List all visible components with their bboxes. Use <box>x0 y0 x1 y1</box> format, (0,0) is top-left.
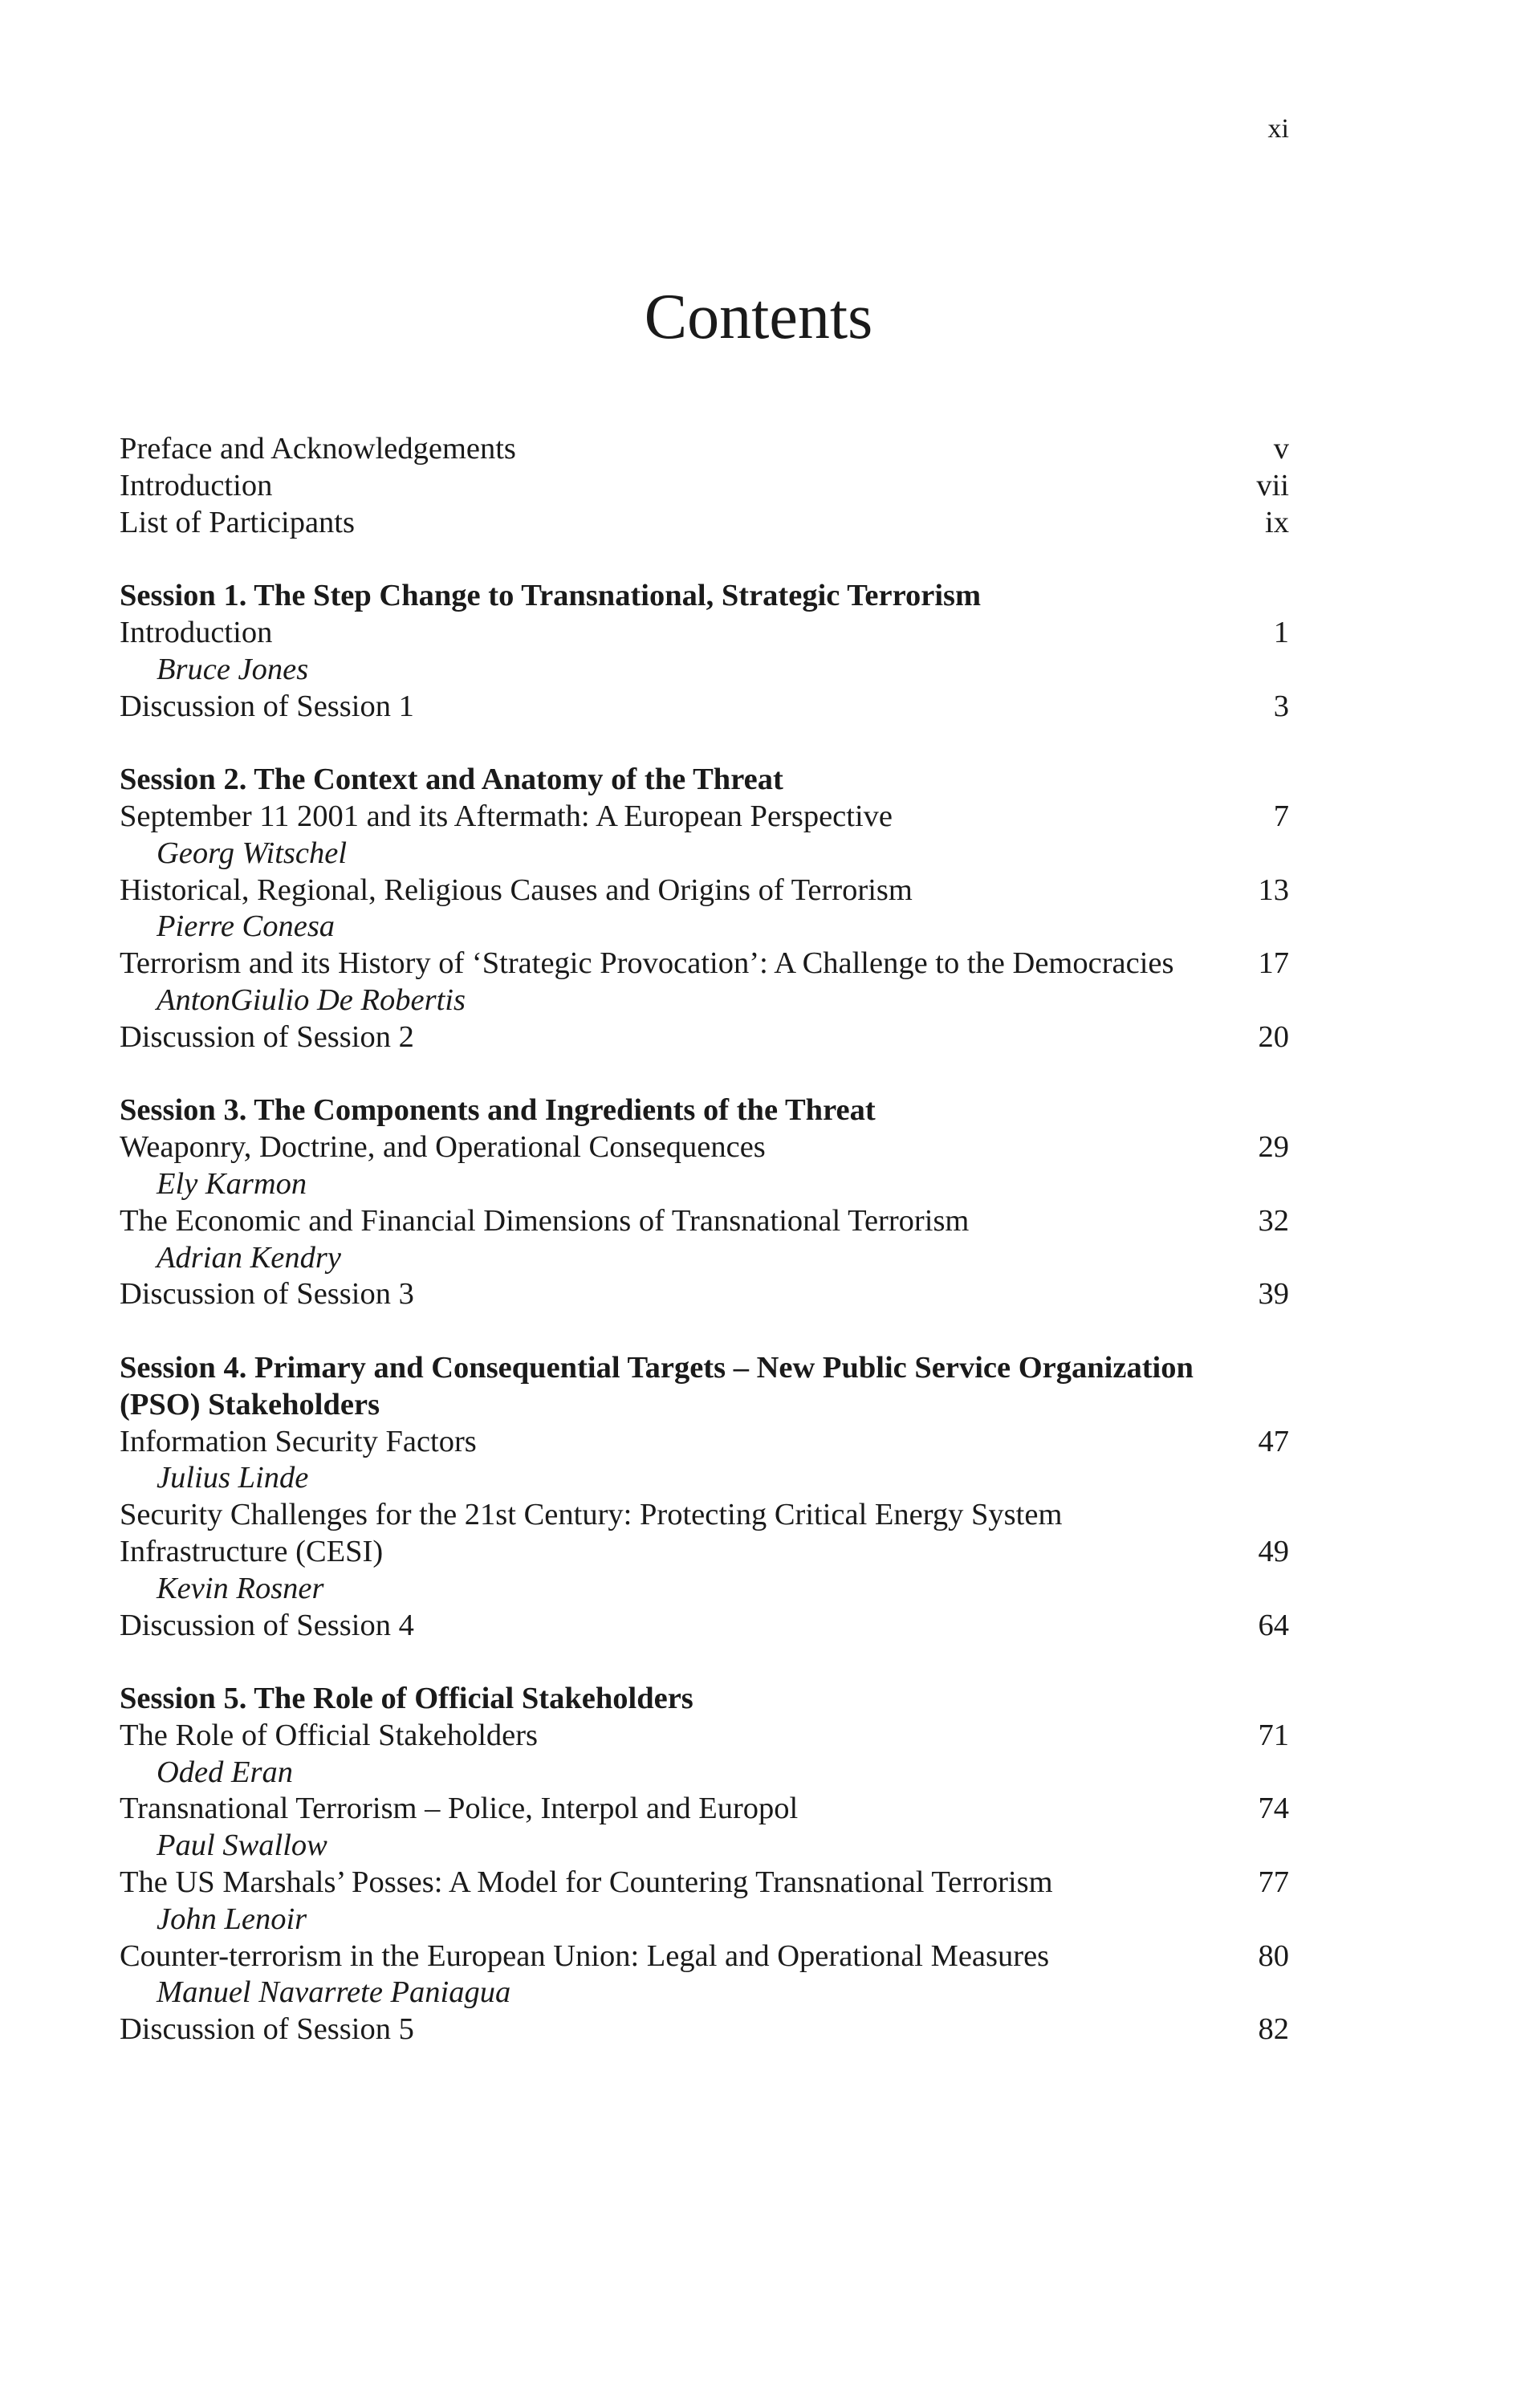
toc-entry[interactable] <box>120 1203 1289 1240</box>
entry-page-number: 71 <box>1258 1718 1289 1752</box>
entry-author: Manuel Navarrete Paniagua <box>157 1975 511 2010</box>
entry-page-number: 32 <box>1258 1203 1289 1238</box>
entry-title: Introduction <box>120 615 273 649</box>
entry-page-number: 80 <box>1258 1938 1289 1973</box>
entry-author: AntonGiulio De Robertis <box>157 982 466 1017</box>
entry-title: Discussion of Session 4 <box>120 1608 414 1642</box>
toc-entry[interactable] <box>120 946 1289 982</box>
entry-title: Discussion of Session 2 <box>120 1019 414 1054</box>
toc-entry[interactable] <box>120 799 1289 836</box>
entry-author: Kevin Rosner <box>157 1571 324 1605</box>
session-5 <box>120 1681 1289 2048</box>
entry-page-number: 82 <box>1258 2012 1289 2047</box>
entry-title: The Economic and Financial Dimensions of Transnational Terrorism <box>120 1203 970 1238</box>
toc-entry[interactable] <box>120 872 1289 909</box>
entry-page-number: 47 <box>1258 1424 1289 1458</box>
session-3 <box>120 1092 1289 1313</box>
entry-title: Discussion of Session 5 <box>120 2012 414 2047</box>
entry-author: Ely Karmon <box>157 1166 307 1201</box>
session-heading: Session 3. The Components and Ingredients of the Threat <box>120 1093 876 1128</box>
entry-page-number: vii <box>1256 468 1289 502</box>
entry-page-number: 7 <box>1273 799 1289 833</box>
entry-page-number: 39 <box>1258 1277 1289 1312</box>
toc-entry[interactable] <box>120 1129 1289 1166</box>
session-heading: Session 2. The Context and Anatomy of the Threat <box>120 763 783 797</box>
page-title: Contents <box>644 282 873 352</box>
entry-author: Bruce Jones <box>157 652 309 686</box>
entry-page-number: 64 <box>1258 1608 1289 1642</box>
entry-title: Discussion of Session 1 <box>120 689 414 723</box>
entry-page-number: 20 <box>1258 1019 1289 1054</box>
toc-entry[interactable] <box>120 615 1289 652</box>
toc-entry[interactable] <box>120 1276 1289 1313</box>
toc-entry[interactable] <box>120 1608 1289 1645</box>
entry-title: Historical, Regional, Religious Causes and Origins of Terrorism <box>120 872 913 907</box>
session-heading: Session 1. The Step Change to Transnational, Strategic Terrorism <box>120 579 982 613</box>
entry-author: Georg Witschel <box>157 836 348 870</box>
session-1 <box>120 578 1289 725</box>
toc-entry[interactable] <box>120 1718 1289 1755</box>
entry-page-number: 17 <box>1258 946 1289 981</box>
front-matter <box>120 431 1289 541</box>
page-number: xi <box>1267 114 1289 144</box>
entry-author: Paul Swallow <box>157 1828 327 1863</box>
toc-entry[interactable] <box>120 431 1289 468</box>
entry-author: Pierre Conesa <box>157 909 336 944</box>
entry-title: Weaponry, Doctrine, and Operational Consequences <box>120 1130 766 1165</box>
table-of-contents <box>120 431 1289 2085</box>
toc-entry[interactable] <box>120 505 1289 542</box>
entry-title: Transnational Terrorism – Police, Interpol and Europol <box>120 1792 799 1826</box>
entry-page-number: 1 <box>1273 615 1289 649</box>
entry-author: Oded Eran <box>157 1755 294 1789</box>
entry-page-number: 29 <box>1258 1130 1289 1165</box>
entry-title: Terrorism and its History of ‘Strategic Provocation’: A Challenge to the Democracies <box>120 946 1174 981</box>
entry-page-number: 3 <box>1273 689 1289 723</box>
entry-title: Security Challenges for the 21st Century: Protecting Critical Energy System Infrastructure (CESI) <box>120 1498 1063 1568</box>
entry-title: The US Marshals’ Posses: A Model for Countering Transnational Terrorism <box>120 1865 1053 1900</box>
toc-entry[interactable] <box>120 2011 1289 2048</box>
entry-page-number: 77 <box>1258 1865 1289 1900</box>
session-4 <box>120 1350 1289 1644</box>
toc-entry[interactable] <box>120 1791 1289 1828</box>
entry-title: Information Security Factors <box>120 1424 477 1458</box>
session-2 <box>120 762 1289 1056</box>
entry-page-number: v <box>1273 432 1289 466</box>
toc-entry[interactable] <box>120 1938 1289 1975</box>
entry-title: List of Participants <box>120 505 355 539</box>
entry-page-number: 13 <box>1258 872 1289 907</box>
toc-entry[interactable] <box>120 468 1289 505</box>
toc-entry[interactable] <box>120 1019 1289 1056</box>
entry-title: The Role of Official Stakeholders <box>120 1718 539 1752</box>
entry-title: Preface and Acknowledgements <box>120 432 516 466</box>
entry-title: Introduction <box>120 468 273 502</box>
entry-page-number: ix <box>1265 505 1289 539</box>
entry-title: Counter-terrorism in the European Union: Legal and Operational Measures <box>120 1938 1050 1973</box>
toc-entry[interactable] <box>120 689 1289 726</box>
entry-title: Discussion of Session 3 <box>120 1277 414 1312</box>
entry-author: Adrian Kendry <box>157 1240 341 1275</box>
toc-entry[interactable] <box>120 1497 1289 1571</box>
entry-author: Julius Linde <box>157 1461 309 1495</box>
toc-entry[interactable] <box>120 1865 1289 1902</box>
toc-entry[interactable] <box>120 1424 1289 1461</box>
entry-page-number: 49 <box>1258 1534 1289 1568</box>
entry-page-number: 74 <box>1258 1792 1289 1826</box>
session-heading: Session 4. Primary and Consequential Targets – New Public Service Organization (PSO) Stakeholders <box>120 1350 1194 1422</box>
session-heading: Session 5. The Role of Official Stakeholders <box>120 1682 693 1716</box>
entry-title: September 11 2001 and its Aftermath: A European Perspective <box>120 799 893 833</box>
entry-author: John Lenoir <box>157 1902 307 1936</box>
